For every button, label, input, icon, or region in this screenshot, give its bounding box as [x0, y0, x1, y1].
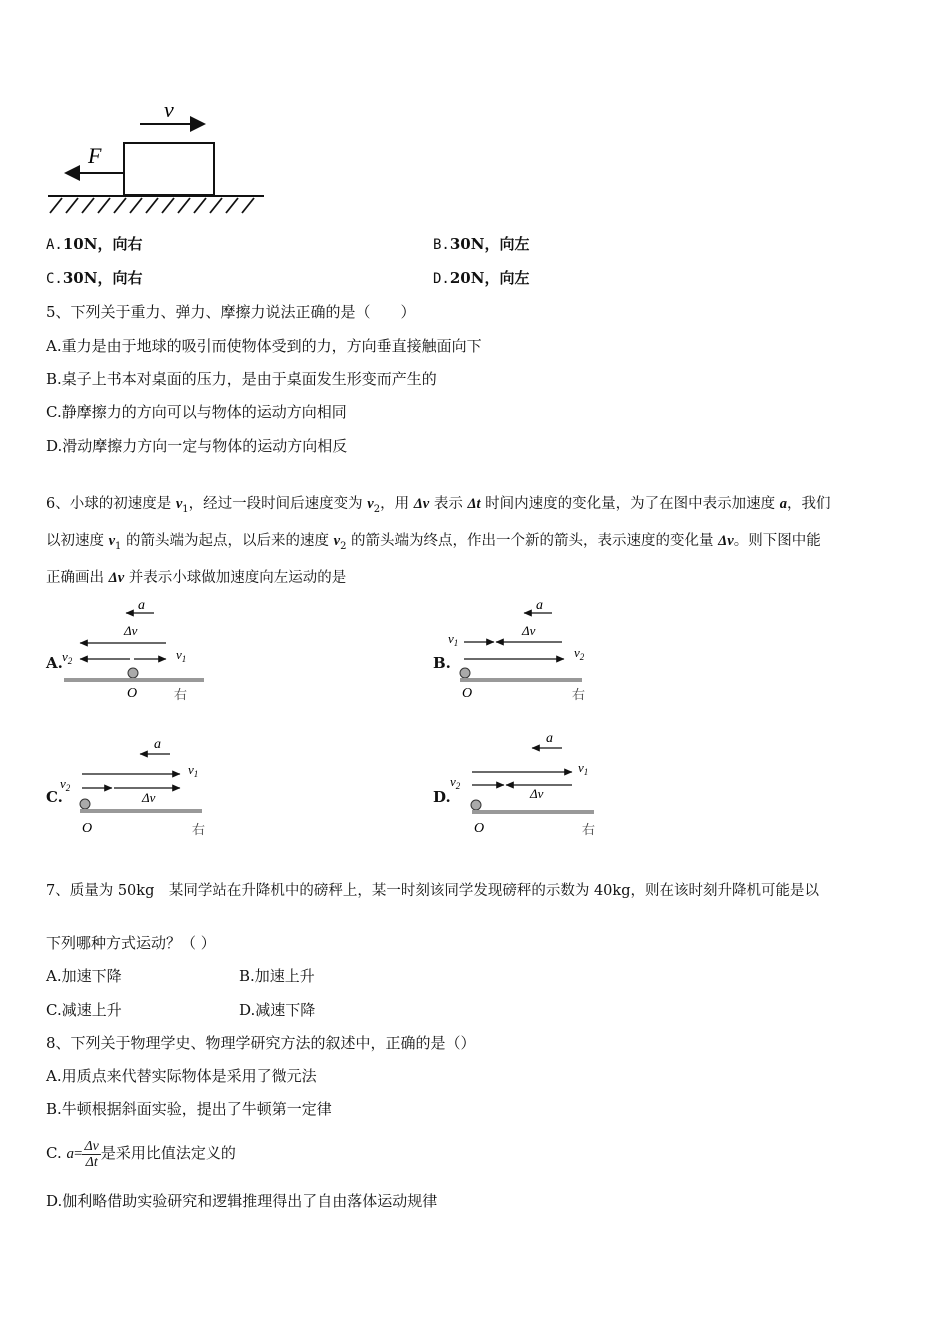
block	[124, 143, 214, 195]
right-label: 右	[582, 822, 596, 837]
v1-label: $v_1$	[188, 762, 199, 779]
q8-stem: 8、下列关于物理学史、物理学研究方法的叙述中，正确的是（）	[46, 1034, 476, 1052]
q5-option-b[interactable]: B.桌子上书本对桌面的压力，是由于桌面发生形变而产生的	[46, 370, 437, 388]
q4-option-a[interactable]: A.10N，向右	[46, 235, 143, 253]
right-label: 右	[174, 687, 188, 702]
q6-option-b-letter[interactable]: B.	[433, 654, 451, 672]
delta-v-label: Δv	[530, 786, 544, 801]
q8-option-b[interactable]: B.牛顿根据斜面实验，提出了牛顿第一定律	[46, 1100, 332, 1118]
q8-option-a[interactable]: A.用质点来代替实际物体是采用了微元法	[46, 1067, 317, 1085]
delta-v-label: Δv	[522, 623, 536, 638]
q6-stem-line1: 6、小球的初速度是 $v_1$，经过一段时间后速度变为 $v_2$，用 Δv 表示 Δt 时间内速度的变化量，为了在图中表示加速度 a，我们	[46, 496, 831, 515]
origin-label: O	[462, 686, 473, 701]
right-label: 右	[572, 687, 586, 702]
v2-label: $v_2$	[450, 774, 461, 791]
v1-label: $v_1$	[448, 631, 459, 648]
origin-label: O	[474, 821, 485, 836]
q7-option-d[interactable]: D.减速下降	[239, 1001, 316, 1019]
ground-hatch	[50, 198, 254, 213]
q6-option-d-letter[interactable]: D.	[433, 788, 451, 806]
q6-option-a-letter[interactable]: A.	[46, 654, 63, 672]
force-label: F	[88, 143, 102, 168]
q6-stem-line3: 正确画出 Δv 并表示小球做加速度向左运动的是	[46, 570, 347, 586]
ball	[460, 668, 470, 678]
q7-stem-line1: 7、质量为 50kg 某同学站在升降机中的磅秤上，某一时刻该同学发现磅秤的示数为 40kg，则在该时刻升降机可能是以	[46, 883, 819, 899]
track	[80, 809, 202, 813]
q5-option-c[interactable]: C.静摩擦力的方向可以与物体的运动方向相同	[46, 403, 347, 421]
delta-v-label: Δv	[124, 623, 138, 638]
delta-v-label: Δv	[142, 790, 156, 805]
ball	[80, 799, 90, 809]
accel-label: a	[546, 731, 553, 746]
v2-label: $v_2$	[62, 649, 73, 666]
ball	[471, 800, 481, 810]
q6-figure-d[interactable]	[446, 728, 606, 840]
velocity-label: v	[164, 97, 174, 122]
q5-stem: 5、下列关于重力、弹力、摩擦力说法正确的是（ ）	[46, 303, 416, 321]
origin-label: O	[82, 821, 93, 836]
origin-label: O	[127, 686, 138, 701]
q6-option-c-letter[interactable]: C.	[46, 788, 63, 806]
q6-figure-a[interactable]	[58, 593, 208, 708]
track	[472, 810, 594, 814]
q6-figure-c[interactable]	[58, 728, 218, 840]
accel-label: a	[536, 598, 543, 613]
q8-option-d[interactable]: D.伽利略借助实验研究和逻辑推理得出了自由落体运动规律	[46, 1192, 438, 1210]
delta-fraction: $\frac{\Delta v}{\Delta t}$	[84, 1138, 99, 1170]
q8-option-c[interactable]: C. a= $\frac{\Delta v}{\Delta t}$ 是采用比值法定义的	[46, 1138, 236, 1170]
q7-stem-line2: 下列哪种方式运动？（ ）	[46, 934, 216, 952]
v1-label: $v_1$	[578, 760, 589, 777]
q7-option-c[interactable]: C.减速上升	[46, 1001, 122, 1019]
q5-option-a[interactable]: A.重力是由于地球的吸引而使物体受到的力，方向垂直接触面向下	[46, 337, 482, 355]
q7-option-b[interactable]: B.加速上升	[239, 967, 315, 985]
v2-label: $v_2$	[60, 776, 71, 793]
v1-label: $v_1$	[176, 647, 187, 664]
q7-option-a[interactable]: A.加速下降	[46, 967, 122, 985]
accel-label: a	[154, 737, 161, 752]
q5-option-d[interactable]: D.滑动摩擦力方向一定与物体的运动方向相反	[46, 437, 348, 455]
track	[460, 678, 582, 682]
q4-option-d[interactable]: D.20N，向左	[433, 269, 530, 287]
accel-label: a	[138, 598, 145, 613]
q4-option-b[interactable]: B.30N，向左	[433, 235, 530, 253]
block-force-figure	[44, 95, 268, 217]
q6-stem-line2: 以初速度 $v_1$ 的箭头端为起点，以后来的速度 $v_2$ 的箭头端为终点，作出一个新的箭头，表示速度的变化量 Δv。则下图中能	[46, 533, 821, 552]
v2-label: $v_2$	[574, 645, 585, 662]
q6-figure-b[interactable]	[446, 593, 596, 708]
track	[64, 678, 204, 682]
ball	[128, 668, 138, 678]
right-label: 右	[192, 822, 206, 837]
q4-option-c[interactable]: C.30N，向右	[46, 269, 143, 287]
